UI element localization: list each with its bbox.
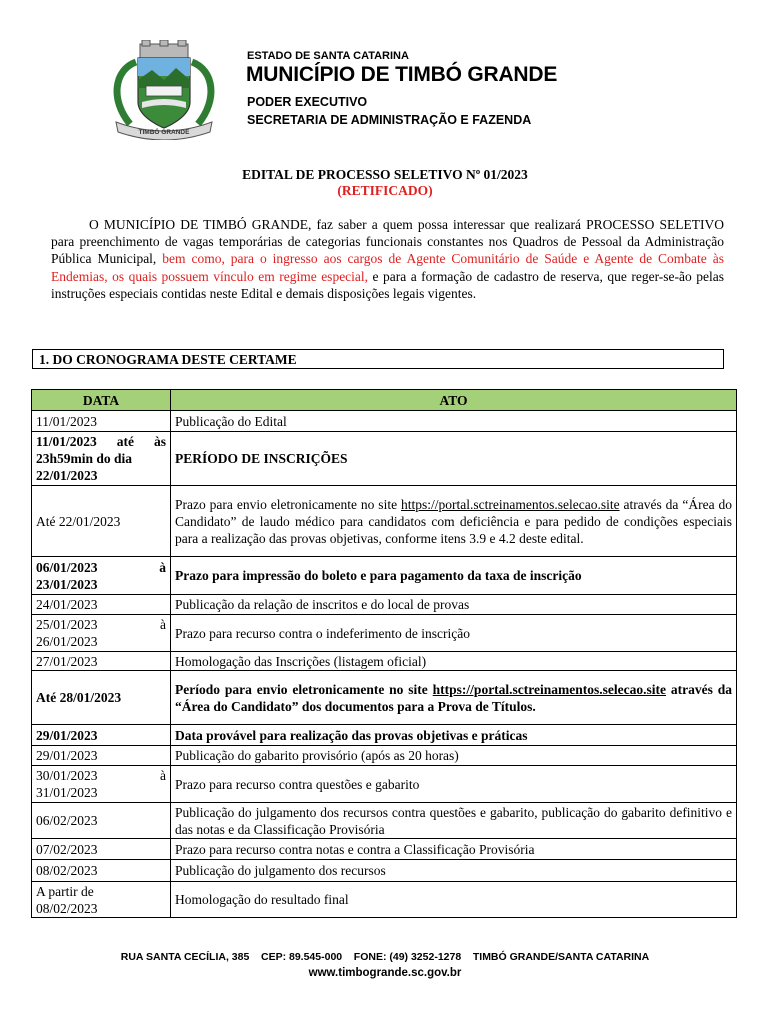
footer-contact: [0, 951, 770, 963]
table-row: [32, 839, 737, 860]
ato-cell: Publicação do Edital: [171, 411, 737, 432]
ato-cell: Prazo para recurso contra questões e gabarito: [171, 766, 737, 803]
date-cell: 06/02/2023: [32, 803, 171, 839]
date-start: A partir de: [36, 883, 94, 899]
ato-text: através da “Área do Candidato” dos documentos para a Prova de Títulos.: [175, 681, 732, 714]
section-heading: 1. DO CRONOGRAMA DESTE CERTAME: [32, 349, 724, 369]
date-cell: [32, 432, 171, 486]
date-connector: à: [159, 559, 166, 575]
date-start: 25/01/2023: [36, 617, 98, 632]
date-cell: [32, 615, 171, 652]
ato-cell: [171, 486, 737, 557]
date-start: 30/01/2023: [36, 768, 98, 783]
table-row: [32, 486, 737, 557]
crest-ribbon-text: TIMBÓ GRANDE: [138, 129, 190, 136]
date-cell: Até 28/01/2023: [32, 671, 171, 725]
table-row: [32, 746, 737, 766]
ato-cell: Homologação do resultado final: [171, 882, 737, 918]
portal-link[interactable]: https://portal.sctreinamentos.selecao.site: [401, 496, 620, 512]
ato-text: através da “Área do Candidato” de laudo médico para candidatos com deficiência e para pedido de condições especiais para a realização das provas objetivas, conforme itens 3.9 e 4.2 deste edital.: [175, 496, 732, 546]
date-cell: [32, 557, 171, 595]
ato-cell: PERÍODO DE INSCRIÇÕES: [171, 432, 737, 486]
date-cell: [32, 882, 171, 918]
date-cell: 29/01/2023: [32, 725, 171, 746]
table-row: [32, 803, 737, 839]
table-row: [32, 595, 737, 615]
table-row: [32, 766, 737, 803]
ato-cell: Publicação do julgamento dos recursos: [171, 860, 737, 882]
ato-cell: Prazo para recurso contra notas e contra a Classificação Provisória: [171, 839, 737, 860]
state-name: ESTADO DE SANTA CATARINA: [247, 50, 409, 62]
ato-cell: Publicação do julgamento dos recursos contra questões e gabarito, publicação do gabarito definitivo e das notas e da Classificação Provisória: [171, 803, 737, 839]
date-start: 06/01/2023: [36, 559, 98, 575]
ato-cell: Publicação da relação de inscritos e do local de provas: [171, 595, 737, 615]
intro-text-2: e para a formação de cadastro de reserva, que reger-se-ão pelas instruções especiais contidas neste Edital e demais disposições legais vigentes.: [51, 268, 724, 301]
table-header-row: [32, 390, 737, 411]
date-end: 08/02/2023: [36, 900, 98, 916]
ato-cell: Homologação das Inscrições (listagem oficial): [171, 652, 737, 671]
date-connector-2: às: [153, 434, 166, 449]
date-cell: [32, 766, 171, 803]
municipal-crest-logo: [106, 40, 222, 140]
date-connector: até: [116, 434, 134, 449]
secretariat-name: SECRETARIA DE ADMINISTRAÇÃO E FAZENDA: [247, 113, 532, 127]
date-start: 11/01/2023: [36, 434, 97, 449]
edital-subtitle: (RETIFICADO): [337, 183, 433, 198]
footer-cep: CEP: 89.545-000: [260, 951, 343, 963]
schedule-table: [31, 389, 737, 918]
intro-paragraph: [51, 216, 724, 302]
table-row: [32, 671, 737, 725]
table-row: [32, 557, 737, 595]
footer-website[interactable]: www.timbogrande.sc.gov.br: [308, 967, 462, 979]
intro-text-red: bem como, para o ingresso aos cargos de Agente Comunitário de Saúde e Agente de Combate às Endemias, os quais possuem vínculo em regime especial,: [51, 251, 724, 284]
date-cell: 08/02/2023: [32, 860, 171, 882]
ato-cell: Prazo para impressão do boleto e para pagamento da taxa de inscrição: [171, 557, 737, 595]
date-connector: à: [160, 617, 166, 632]
ato-cell: [171, 671, 737, 725]
table-row: [32, 432, 737, 486]
table-row: [32, 411, 737, 432]
date-cell: 27/01/2023: [32, 652, 171, 671]
ato-cell: Prazo para recurso contra o indeferimento de inscrição: [171, 615, 737, 652]
table-row: [32, 652, 737, 671]
ato-cell: Data provável para realização das provas objetivas e práticas: [171, 725, 737, 746]
date-end: 26/01/2023: [36, 634, 98, 649]
ato-text: Período para envio eletronicamente no site: [175, 681, 433, 697]
ato-cell: Publicação do gabarito provisório (após as 20 horas): [171, 746, 737, 766]
table-row: [32, 615, 737, 652]
edital-title: EDITAL DE PROCESSO SELETIVO Nº 01/2023: [242, 167, 528, 182]
portal-link[interactable]: https://portal.sctreinamentos.selecao.site: [432, 681, 667, 697]
date-cell: 11/01/2023: [32, 411, 171, 432]
col-header-data: DATA: [32, 390, 171, 411]
footer-address: RUA SANTA CECÍLIA, 385: [120, 951, 250, 963]
table-row: [32, 725, 737, 746]
footer-city: TIMBÓ GRANDE/SANTA CATARINA: [472, 951, 650, 963]
date-connector: à: [160, 768, 166, 783]
date-end: 22/01/2023: [36, 468, 98, 483]
date-cell: 24/01/2023: [32, 595, 171, 615]
table-row: [32, 860, 737, 882]
col-header-ato: ATO: [171, 390, 737, 411]
table-row: [32, 882, 737, 918]
date-end: 23/01/2023: [36, 576, 98, 592]
ato-text: Prazo para envio eletronicamente no site: [175, 496, 401, 512]
municipality-title: MUNICÍPIO DE TIMBÓ GRANDE: [246, 63, 558, 86]
intro-text-1: O MUNICÍPIO DE TIMBÓ GRANDE, faz saber a quem possa interessar que realizará PROCESSO SELETIVO para preenchimento de vagas temporárias de categorias funcionais constantes nos Quadros de Pessoal da Administração Pública Municipal,: [51, 217, 724, 267]
date-cell: 29/01/2023: [32, 746, 171, 766]
date-time: 23h59min do dia: [36, 451, 133, 466]
date-end: 31/01/2023: [36, 785, 98, 800]
branch-name: PODER EXECUTIVO: [247, 95, 368, 109]
footer-phone: FONE: (49) 3252-1278: [353, 951, 462, 963]
date-cell: 07/02/2023: [32, 839, 171, 860]
date-cell: Até 22/01/2023: [32, 486, 171, 557]
